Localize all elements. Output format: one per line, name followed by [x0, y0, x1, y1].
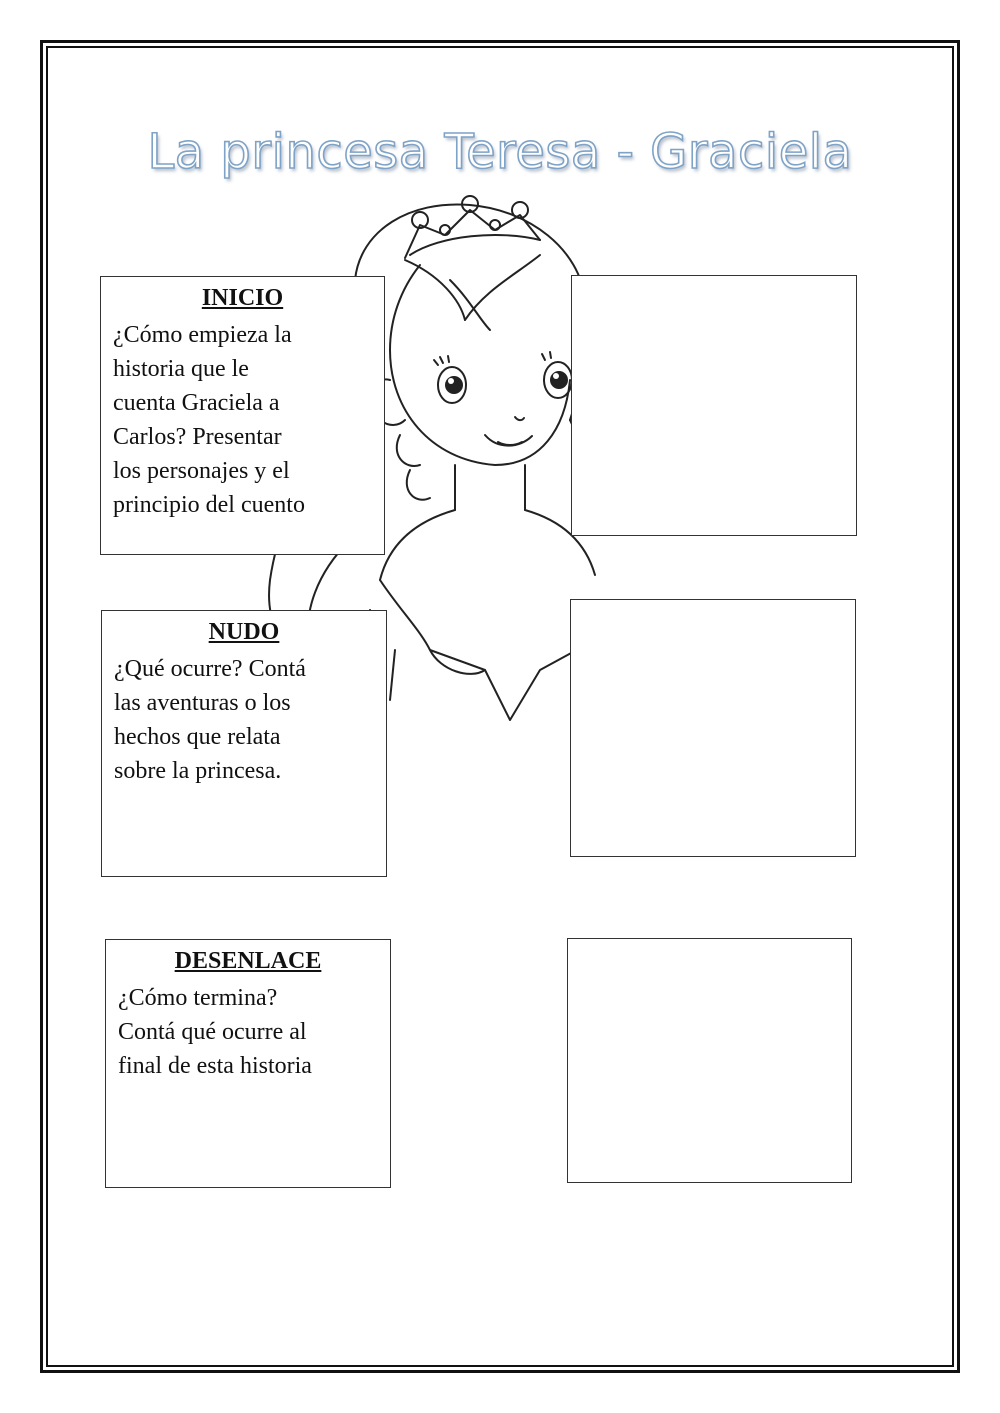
desenlace-question [106, 975, 390, 1083]
inicio-heading: INICIO [201, 285, 284, 311]
desenlace-heading: DESENLACE [174, 948, 322, 974]
desenlace-prompt-box [105, 939, 391, 1188]
inicio-line: cuenta Graciela a [113, 390, 280, 416]
desenlace-answer-box[interactable] [567, 938, 852, 1183]
nudo-line: hechos que relata [114, 724, 281, 750]
inicio-line: Carlos? Presentar [113, 424, 282, 450]
desenlace-line: final de esta historia [118, 1053, 312, 1079]
desenlace-line: ¿Cómo termina? [118, 985, 278, 1011]
inicio-line: principio del cuento [113, 492, 305, 518]
inicio-question [101, 312, 384, 522]
inicio-answer-box[interactable] [571, 275, 857, 536]
inicio-line: los personajes y el [113, 458, 290, 484]
nudo-line: ¿Qué ocurre? Contá [114, 656, 306, 682]
nudo-line: las aventuras o los [114, 690, 291, 716]
nudo-prompt-box [101, 610, 387, 877]
nudo-heading: NUDO [208, 619, 280, 645]
nudo-line: sobre la princesa. [114, 758, 282, 784]
inicio-line: ¿Cómo empieza la [113, 322, 292, 348]
nudo-answer-box[interactable] [570, 599, 856, 857]
desenlace-line: Contá qué ocurre al [118, 1019, 307, 1045]
worksheet-title: La princesa Teresa - Graciela [147, 124, 853, 181]
nudo-question [102, 646, 386, 788]
inicio-prompt-box [100, 276, 385, 555]
inicio-line: historia que le [113, 356, 249, 382]
